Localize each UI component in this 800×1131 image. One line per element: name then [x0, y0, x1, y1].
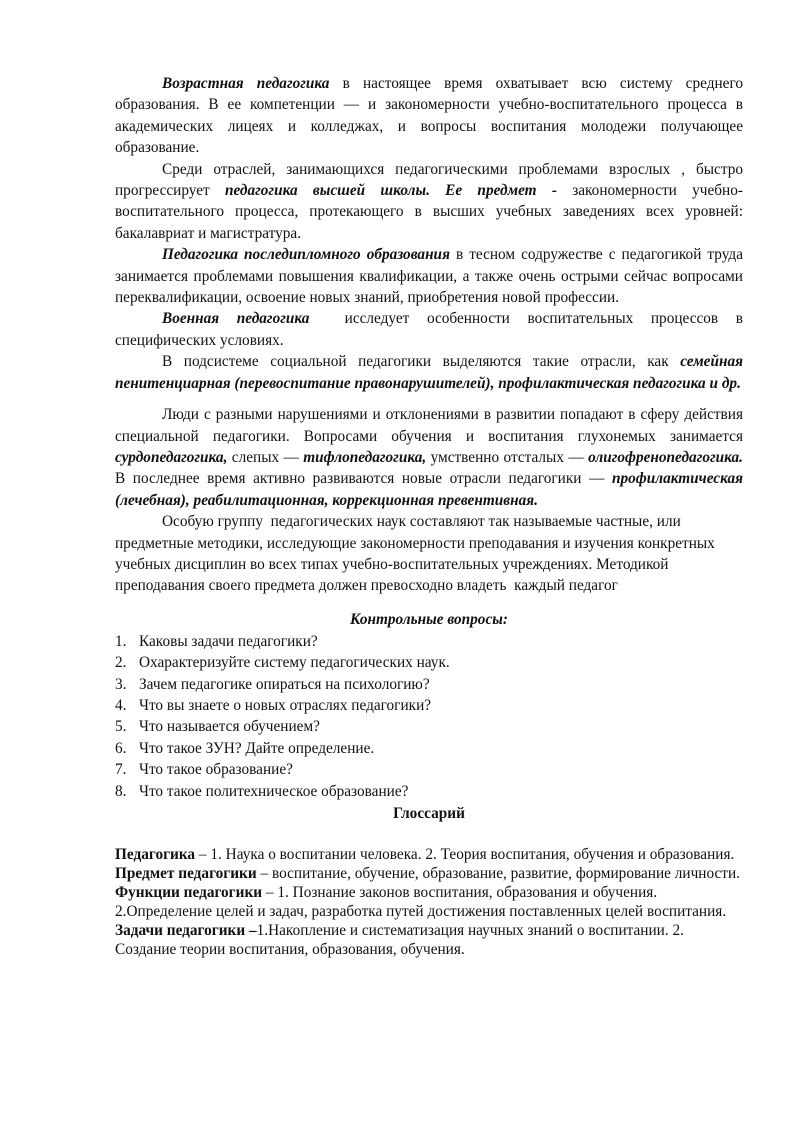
- list-item: [115, 695, 743, 716]
- list-item: [115, 631, 743, 652]
- glossary-term: Педагогика: [115, 846, 196, 863]
- questions-list: [115, 631, 743, 802]
- glossary-entry: [115, 921, 743, 959]
- item-number: 4.: [115, 696, 127, 714]
- paragraph-text: Люди с разными нарушениями и отклонениями в развитии попадают в сферу действия специальной педагогики. Вопросами обучения и воспитания глухонемых занимается: [115, 406, 743, 445]
- paragraph-age-pedagogy: [115, 73, 743, 159]
- term-tiflo: тифлопедагогика,: [303, 448, 427, 466]
- paragraph-text: В подсистеме социальной педагогики выделяются такие отрасли, как: [162, 353, 681, 371]
- glossary-title: Глоссарий: [393, 805, 465, 822]
- term-oligo: олигофренопедагогика.: [588, 448, 743, 466]
- term-social-branches: семейная пенитенциарная (перевоспитание правонарушителей), профилактическая педагогика и др.: [115, 353, 743, 392]
- glossary: [115, 845, 743, 959]
- item-number: 3.: [115, 675, 127, 693]
- list-item: [115, 781, 743, 802]
- paragraph-text: умственно отсталых —: [426, 448, 589, 466]
- paragraph-military: [115, 308, 747, 351]
- glossary-term: Предмет педагогики: [115, 865, 257, 882]
- paragraph-text: В последнее время активно развиваются новые отрасли педагогики —: [115, 470, 612, 488]
- paragraph-methods: [115, 511, 743, 597]
- item-number: 1.: [115, 632, 127, 650]
- list-item: [115, 759, 743, 780]
- term-age-pedagogy: Возрастная педагогика: [162, 75, 330, 92]
- paragraph-special: [115, 404, 743, 511]
- item-number: 8.: [115, 782, 127, 800]
- glossary-entry: [115, 883, 743, 921]
- list-item: [115, 674, 743, 695]
- glossary-entry: [115, 845, 743, 864]
- paragraph-social: [115, 351, 743, 394]
- term-new-branches: профилактическая (лечебная), реабилитационная, коррекционная превентивная.: [115, 470, 743, 509]
- paragraph-text: исследует особенности воспитательных процессов в специфических условиях.: [115, 310, 747, 349]
- item-text: Зачем педагогике опираться на психологию?: [139, 675, 430, 693]
- questions-title: Контрольные вопросы:: [350, 610, 508, 628]
- term-higher-school: педагогика высшей школы. Ее предмет -: [224, 182, 557, 200]
- glossary-definition: 1.Накопление и систематизация научных знаний о воспитании. 2. Создание теории воспитания, образования, обучения.: [115, 922, 684, 958]
- item-text: Что такое политехническое образование?: [139, 782, 409, 800]
- item-number: 7.: [115, 761, 127, 779]
- paragraph-text: в тесном содружестве с педагогикой труда занимается проблемами повышения квалификации, а также очень острыми сейчас вопросами переквалификации, освоение новых знаний, приобретения новой профессии.: [115, 246, 743, 307]
- term-surdo: сурдопедагогика,: [115, 448, 228, 466]
- glossary-definition: – 1. Познание законов воспитания, образования и обучения. 2.Определение целей и задач, разработка путей достижения поставленных целей воспитания.: [115, 884, 727, 920]
- paragraph-text: Особую группу педагогических наук составляют так называемые частные, или предметные методики, исследующие закономерности преподавания и изучения конкретных учебных дисциплин во всех типах учебно-воспитательных учреждениях. Методикой преподавания своего предмета должен превосходно владеть каждый педагог: [115, 513, 719, 595]
- item-text: Каковы задачи педагогики?: [139, 632, 318, 650]
- glossary-term: Задачи педагогики –: [115, 922, 257, 939]
- item-text: Что вы знаете о новых отраслях педагогики?: [139, 696, 432, 714]
- item-text: Охарактеризуйте систему педагогических наук.: [139, 654, 450, 672]
- glossary-term: Функции педагогики: [115, 884, 263, 901]
- glossary-entry: [115, 864, 743, 883]
- list-item: [115, 716, 743, 737]
- list-item: [115, 652, 743, 673]
- term-postgraduate: Педагогика последипломного образования: [162, 246, 450, 264]
- item-text: Что такое образование?: [139, 761, 293, 779]
- paragraph-text: в настоящее время охватывает всю систему среднего образования. В ее компетенции — и закономерности учебно-воспитательного процесса в академических лицеях и колледжах, и вопросы воспитания молодежи получающее образование.: [115, 75, 743, 157]
- glossary-definition: – 1. Наука о воспитании человека. 2. Теория воспитания, обучения и образования.: [195, 846, 735, 863]
- paragraph-postgraduate: [115, 244, 743, 308]
- paragraph-text: Среди отраслей, занимающихся педагогическими проблемами взрослых , быстро прогрессирует: [115, 160, 743, 200]
- item-number: 5.: [115, 718, 127, 736]
- paragraph-text: закономерности учебно-воспитательного процесса, протекающего в высших учебных заведениях всех уровней: бакалавриат и магистратура.: [115, 182, 743, 242]
- page-content: [115, 73, 747, 959]
- paragraph-higher-school: [115, 159, 743, 245]
- list-item: [115, 738, 743, 759]
- glossary-definition: – воспитание, обучение, образование, развитие, формирование личности.: [256, 865, 740, 882]
- item-text: Что такое ЗУН? Дайте определение.: [139, 739, 375, 757]
- term-military: Военная педагогика: [162, 310, 310, 328]
- item-number: 6.: [115, 739, 127, 757]
- item-text: Что называется обучением?: [139, 718, 320, 736]
- item-number: 2.: [115, 654, 127, 672]
- paragraph-text: слепых —: [227, 448, 304, 466]
